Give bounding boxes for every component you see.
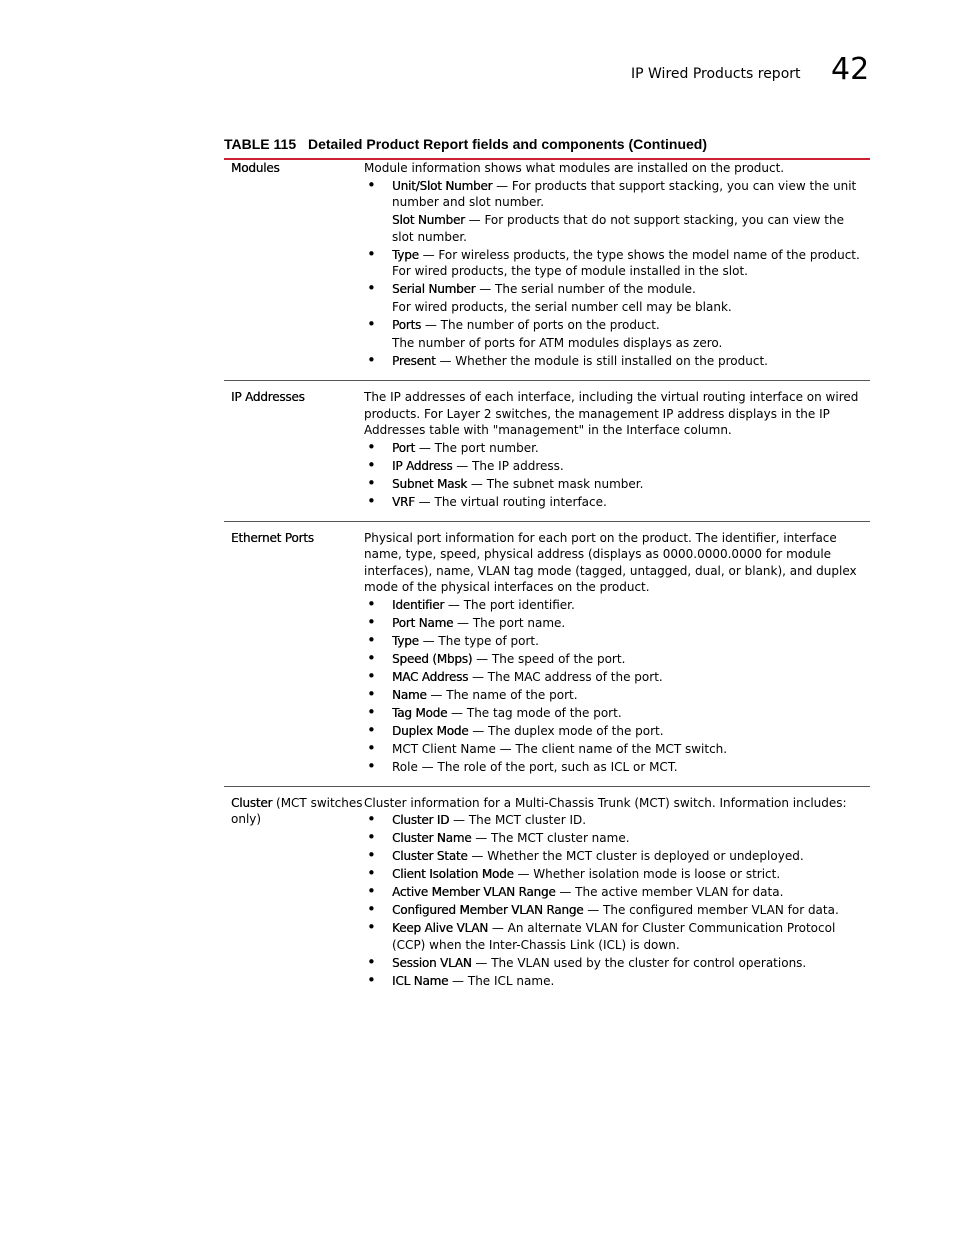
description-cell <box>364 160 864 371</box>
table-label: TABLE 115 <box>224 136 297 152</box>
item-description: — The MAC address of the port. <box>468 669 663 684</box>
item-description: — The configured member VLAN for data. <box>583 903 839 917</box>
item-term: Present <box>392 354 436 368</box>
list-item <box>364 437 864 457</box>
table-row <box>224 381 870 522</box>
item-term: Cluster ID <box>392 813 450 827</box>
item-description: — For wireless products, the type shows the model name of the product. For wired products, the type of module installed in the slot. <box>392 247 860 278</box>
item-term: Client Isolation Mode <box>392 867 514 881</box>
list-item <box>364 353 864 370</box>
bullet-icon: • <box>367 648 376 667</box>
bullet-icon: • <box>367 738 376 757</box>
bullet-icon: • <box>367 970 376 989</box>
item-description: — The tag mode of the port. <box>447 705 622 720</box>
bullet-icon: • <box>367 491 376 510</box>
item-term: VRF <box>392 494 415 509</box>
list-item <box>364 812 864 829</box>
bullet-icon: • <box>367 473 376 492</box>
item-term: Subnet Mask <box>392 476 468 491</box>
list-item <box>364 455 864 475</box>
item-description: — The MCT cluster name. <box>471 831 630 845</box>
list-item <box>364 666 864 686</box>
item-term: Active Member VLAN Range <box>392 885 556 899</box>
field-name: Modules <box>231 161 280 175</box>
list-item <box>364 244 864 280</box>
bullet-icon: • <box>367 612 376 631</box>
item-term: Cluster State <box>392 849 468 863</box>
table-title: Detailed Product Report fields and components (Continued) <box>308 136 708 152</box>
list-item <box>364 884 864 901</box>
list-item <box>364 594 864 614</box>
bullet-icon: • <box>367 720 376 739</box>
item-term: Identifier <box>392 597 445 612</box>
item-description: — The VLAN used by the cluster for control operations. <box>471 955 807 970</box>
list-continuation <box>364 212 864 245</box>
item-description: — The port number. <box>415 440 539 455</box>
item-description: — Whether isolation mode is loose or strict. <box>513 867 781 881</box>
item-term: Port Name <box>392 615 454 630</box>
item-description: — The number of ports on the product. <box>421 318 660 332</box>
item-description: For wired products, the serial number cell may be blank. <box>392 300 732 314</box>
field-name: Ethernet Ports <box>231 530 314 545</box>
field-name-cell <box>224 795 364 991</box>
item-description: — The duplex mode of the port. <box>468 723 664 738</box>
item-description: — An alternate VLAN for Cluster Communication Protocol (CCP) when the Inter-Chassis Link (ICL) is down. <box>392 921 836 952</box>
item-description: — The ICL name. <box>448 973 555 988</box>
bullet-icon: • <box>367 594 376 613</box>
bullet-icon: • <box>367 351 376 369</box>
bullet-icon: • <box>367 437 376 456</box>
list-item <box>364 612 864 632</box>
bullet-icon: • <box>367 315 376 333</box>
bullet-icon: • <box>367 882 376 900</box>
item-description: — The MCT cluster ID. <box>449 813 587 827</box>
item-term: Speed (Mbps) <box>392 651 473 666</box>
bullet-icon: • <box>367 666 376 685</box>
field-name-cell <box>224 389 364 512</box>
bullet-icon: • <box>367 864 376 882</box>
list-item <box>364 738 864 758</box>
bullet-icon: • <box>367 684 376 703</box>
bullet-icon: • <box>367 702 376 721</box>
table-row <box>224 787 870 1000</box>
item-term: Tag Mode <box>392 705 448 720</box>
item-description: — The serial number of the module. <box>475 282 696 296</box>
bullet-icon: • <box>367 175 376 194</box>
item-description: — The type of port. <box>418 633 539 648</box>
list-item <box>364 630 864 650</box>
item-term: Unit/Slot Number <box>392 178 493 193</box>
description-intro: The IP addresses of each interface, including the virtual routing interface on wired products. For Layer 2 switches, the management IP address displays in the IP Addresses table with "management" in the Interface column. <box>364 390 859 437</box>
list-item <box>364 970 864 990</box>
item-term: Type <box>392 247 419 262</box>
item-description: — The port identifier. <box>444 597 575 612</box>
item-term: Name <box>392 687 427 702</box>
bullet-icon: • <box>367 828 376 846</box>
list-item <box>364 491 864 511</box>
item-description: — The port name. <box>453 615 566 630</box>
item-description: — Whether the module is still installed on the product. <box>435 354 768 368</box>
description-intro: Physical port information for each port on the product. The identifier, interface name, type, speed, physical address (displays as 0000.0000.0000 for module interfaces), name, VLAN tag mode (tagged, untagged, dual, or blank), and duplex mode of the physical interfaces on the product. <box>364 530 857 594</box>
list-continuation <box>364 299 864 316</box>
table-row <box>224 522 870 787</box>
list-item <box>364 848 864 865</box>
item-description: Role — The role of the port, such as ICL or MCT. <box>392 759 678 774</box>
field-note: (MCT switches only) <box>231 795 363 826</box>
table-row <box>224 160 870 381</box>
list-item <box>364 684 864 704</box>
bullet-icon: • <box>367 630 376 649</box>
bullet-icon: • <box>367 279 376 297</box>
description-cell <box>364 389 864 512</box>
item-description: MCT Client Name — The client name of the MCT switch. <box>392 741 728 756</box>
item-term: Serial Number <box>392 282 476 296</box>
list-item <box>364 175 864 211</box>
item-term: Keep Alive VLAN <box>392 921 489 935</box>
bullet-icon: • <box>367 244 376 263</box>
list-item <box>364 830 864 847</box>
item-term: Port <box>392 440 415 455</box>
bullet-icon: • <box>367 952 376 971</box>
list-item <box>364 952 864 972</box>
description-cell <box>364 795 864 991</box>
description-intro: Cluster information for a Multi-Chassis Trunk (MCT) switch. Information includes: <box>364 795 847 810</box>
fields-table <box>224 160 870 1000</box>
bullet-icon: • <box>367 455 376 474</box>
item-description: — The speed of the port. <box>472 651 626 666</box>
list-item <box>364 702 864 722</box>
field-name-cell <box>224 530 364 777</box>
item-description: — The name of the port. <box>426 687 578 702</box>
item-term: Configured Member VLAN Range <box>392 903 584 917</box>
item-term: Duplex Mode <box>392 723 469 738</box>
list-item <box>364 756 864 776</box>
chapter-number: 42 <box>831 52 870 87</box>
bullet-icon: • <box>367 756 376 775</box>
item-description: — The IP address. <box>452 458 564 473</box>
description-cell <box>364 530 864 777</box>
item-term: Cluster Name <box>392 831 472 845</box>
item-description: — For products that support stacking, you can view the unit number and slot number. <box>392 178 857 209</box>
bullet-icon: • <box>367 900 376 918</box>
bullet-icon: • <box>367 846 376 864</box>
item-description: — Whether the MCT cluster is deployed or undeployed. <box>467 849 804 863</box>
field-name-cell <box>224 160 364 371</box>
item-description: — The active member VLAN for data. <box>555 885 784 899</box>
running-header-title: IP Wired Products report <box>631 66 801 82</box>
bullet-icon: • <box>367 918 376 936</box>
table-caption <box>224 136 870 160</box>
list-item <box>364 902 864 919</box>
description-intro: Module information shows what modules are installed on the product. <box>364 161 785 175</box>
item-description: — The subnet mask number. <box>467 476 644 491</box>
item-term: Type <box>392 633 419 648</box>
item-description: — For products that do not support stacking, you can view the slot number. <box>392 213 844 244</box>
list-item <box>364 866 864 883</box>
list-item <box>364 720 864 740</box>
bullet-icon: • <box>367 810 376 828</box>
list-item <box>364 648 864 668</box>
field-name: IP Addresses <box>231 390 305 404</box>
item-term: Session VLAN <box>392 955 472 970</box>
item-description: — The virtual routing interface. <box>414 494 607 509</box>
list-item <box>364 317 864 334</box>
list-item <box>364 281 864 298</box>
list-item <box>364 473 864 493</box>
field-name: Cluster <box>231 795 273 810</box>
item-description: The number of ports for ATM modules displays as zero. <box>392 336 723 350</box>
item-term: IP Address <box>392 458 453 473</box>
item-term: ICL Name <box>392 973 449 988</box>
item-term: Slot Number <box>392 213 465 227</box>
item-term: MAC Address <box>392 669 469 684</box>
item-term: Ports <box>392 318 422 332</box>
list-item <box>364 920 864 953</box>
list-continuation <box>364 335 864 352</box>
